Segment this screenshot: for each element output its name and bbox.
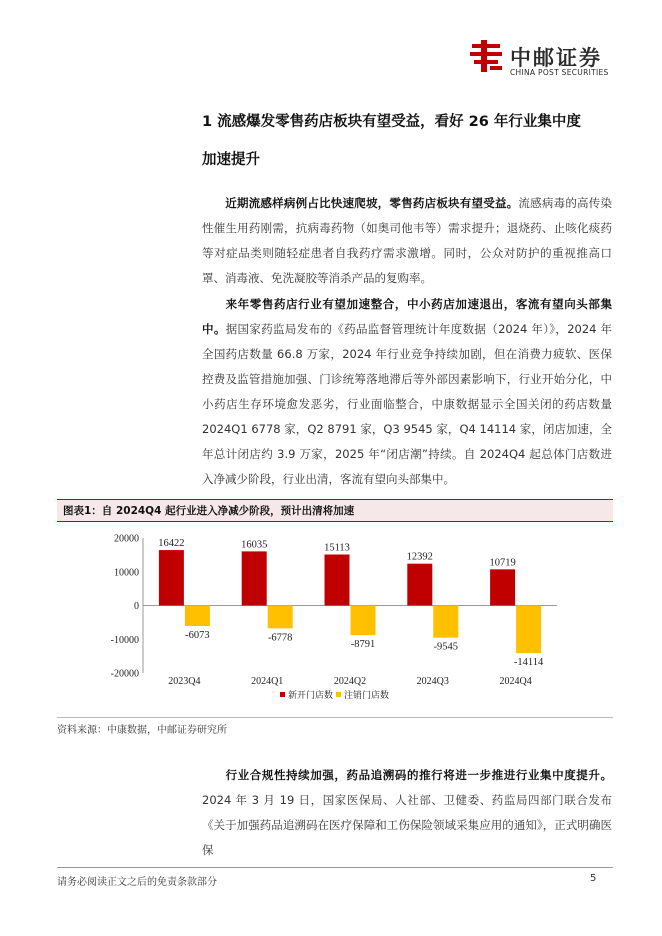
bar-new-stores xyxy=(325,554,350,605)
section-heading-line1: 1 流感爆发零售药店板块有望受益，看好 26 年行业集中度 xyxy=(202,114,581,130)
data-label: -6778 xyxy=(267,632,293,644)
bar-new-stores xyxy=(490,569,515,605)
logo-chinese-name: 中邮证券 xyxy=(510,46,602,70)
y-tick-label: 10000 xyxy=(114,567,139,579)
figure-source: 资料来源：中康数据，中邮证券研究所 xyxy=(57,717,613,736)
bar-new-stores xyxy=(407,564,432,606)
section-heading-line2: 加速提升 xyxy=(202,152,260,168)
legend-label: 新开门店数 xyxy=(288,690,334,700)
paragraph-body: 据国家药监局发布的《药品监督管理统计年度数据（2024 年）》，2024 年全国药店数量 66.8 万家，2024 年行业竞争持续加剧，但在消费力疲软、医保控费及监管措施加强、门诊统筹落地滞后等外部因素影响下，行业开始分化，中小药店生存环境愈发恶劣，行业面临整合，中康数据显示全国关闭的药店数量 2024Q1 6778 家，Q2 8791 家，Q3 9545 家，Q4 14114 家，闭店加速，全年总计闭店约 3.9 万家，2025 年“闭店潮”持续。自 2024Q4 起总体门店数进入净减少阶段，行业出清，客流有望向头部集中。 xyxy=(202,322,612,486)
data-label: -8791 xyxy=(350,639,376,651)
legend-swatch xyxy=(280,692,285,697)
data-label: 15113 xyxy=(324,542,350,554)
data-label: 10719 xyxy=(489,557,516,569)
paragraph-lead: 来年零售药店行业有望加速整合，中小药店加速退出，客流有望向头部集中。 xyxy=(202,297,612,336)
bar-closed-stores xyxy=(516,606,541,654)
x-tick-label: 2024Q2 xyxy=(333,676,367,687)
x-tick-label: 2023Q4 xyxy=(168,676,201,687)
bar-new-stores xyxy=(159,550,184,605)
company-logo xyxy=(470,40,640,84)
bar-closed-stores xyxy=(268,606,293,629)
footer-disclaimer: 请务必阅读正文之后的免责条款部分 xyxy=(57,877,217,888)
paragraph-lead: 行业合规性持续加强，药品追溯码的推行将进一步推进行业集中度提升。 xyxy=(225,768,612,782)
footer-divider xyxy=(57,867,613,868)
logo-english-name: CHINA POST SECURITIES xyxy=(510,68,609,77)
paragraph-lead: 近期流感样病例占比快速爬坡，零售药店板块有望受益。 xyxy=(225,196,519,210)
paragraph-flu-demand xyxy=(202,191,612,291)
store-openings-closures-chart xyxy=(57,527,613,707)
x-tick-label: 2024Q3 xyxy=(416,676,449,687)
paragraph-body: 2024 年 3 月 19 日，国家医保局、人社部、卫健委、药监局四部门联合发布《关于加强药品追溯码在医疗保障和工伤保险领域采集应用的通知》，正式明确医保 xyxy=(202,793,612,857)
paragraph-body: 流感病毒的高传染性催生用药刚需，抗病毒药物（如奥司他韦等）需求提升；退烧药、止咳化痰药等对症品类则随轻症患者自我药疗需求激增。同时，公众对防护的重视推高口罩、消毒液、免洗凝胶等消杀产品的复购率。 xyxy=(202,196,612,285)
data-label: 16422 xyxy=(158,538,185,550)
data-label: -6073 xyxy=(185,629,210,641)
figure-title: 图表1：自 2024Q4 起行业进入净减少阶段，预计出清将加速 xyxy=(63,505,355,517)
figure-title-bar xyxy=(57,499,613,522)
y-tick-label: 20000 xyxy=(114,533,139,545)
y-tick-label: -20000 xyxy=(110,668,139,680)
bar-closed-stores xyxy=(433,606,458,638)
legend-label: 注销门店数 xyxy=(344,690,390,700)
paragraph-traceability-code xyxy=(202,763,612,863)
bar-new-stores xyxy=(242,551,267,605)
china-post-logo-icon xyxy=(470,40,504,72)
y-tick-label: 0 xyxy=(134,601,139,612)
y-tick-label: -10000 xyxy=(110,634,139,646)
bar-closed-stores xyxy=(351,606,376,636)
bar-closed-stores xyxy=(185,606,210,626)
legend-swatch xyxy=(336,692,341,697)
data-label: -9545 xyxy=(433,641,459,653)
x-tick-label: 2024Q1 xyxy=(251,676,284,687)
section-heading xyxy=(202,103,622,179)
paragraph-industry-consolidation xyxy=(202,292,612,492)
data-label: -14114 xyxy=(513,657,544,669)
page-number: 5 xyxy=(590,873,597,884)
data-label: 12392 xyxy=(406,551,433,563)
data-label: 16035 xyxy=(241,539,268,551)
x-tick-label: 2024Q4 xyxy=(499,676,532,687)
